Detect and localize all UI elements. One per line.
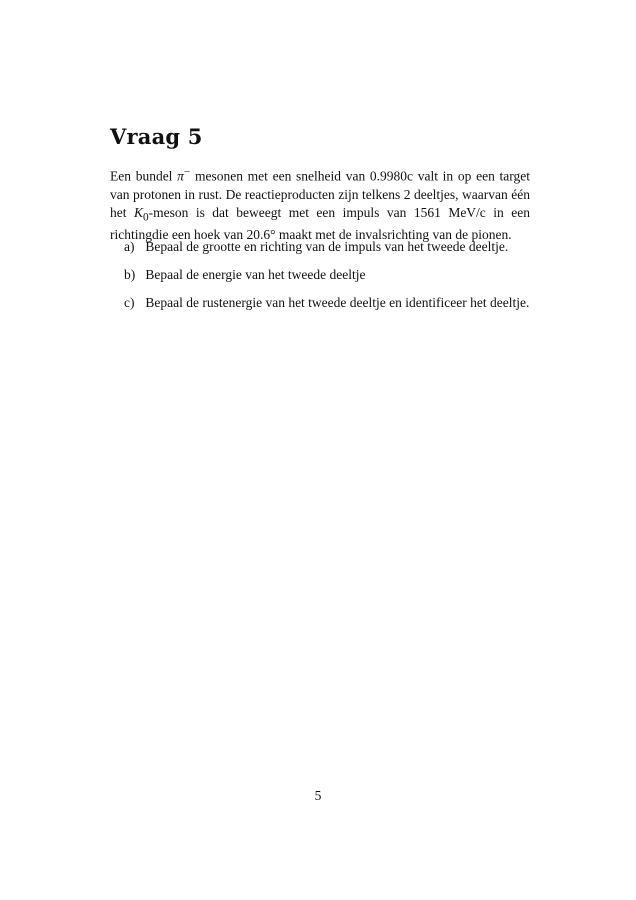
k-symbol: K	[133, 204, 143, 220]
subquestion-text: Bepaal de rustenergie van het tweede deeltje en identificeer het deeltje.	[145, 295, 530, 310]
subquestion-label: b)	[124, 267, 136, 282]
pi-symbol: π	[177, 168, 184, 184]
subquestion-b	[124, 266, 534, 294]
subquestion-list	[124, 238, 534, 322]
subquestion-text: Bepaal de energie van het tweede deeltje	[145, 267, 366, 282]
subquestion-label: c)	[124, 295, 135, 310]
subquestion-c	[124, 294, 534, 322]
question-heading: Vraag 5	[110, 124, 203, 149]
paragraph-part-1: Een bundel	[110, 168, 178, 184]
pi-superscript: −	[183, 166, 191, 178]
paragraph-part-3: -meson is dat beweegt met een impuls van 1561 MeV/c in een richtingdie een hoek van 20.6° maakt met de invalsrichting van de pionen.	[110, 204, 530, 243]
k-subscript: 0	[142, 211, 149, 224]
subquestion-text: Bepaal de grootte en richting van de impuls van het tweede deeltje.	[145, 239, 509, 254]
subquestion-a	[124, 238, 534, 266]
question-paragraph	[110, 163, 530, 244]
subquestion-label: a)	[124, 239, 135, 254]
page-number: 5	[314, 788, 322, 803]
paragraph-part-2: mesonen met een snelheid van 0.9980c valt in op een target van protonen in rust. De reactieproducten zijn telkens 2 deeltjes, waarvan één het	[110, 168, 531, 220]
